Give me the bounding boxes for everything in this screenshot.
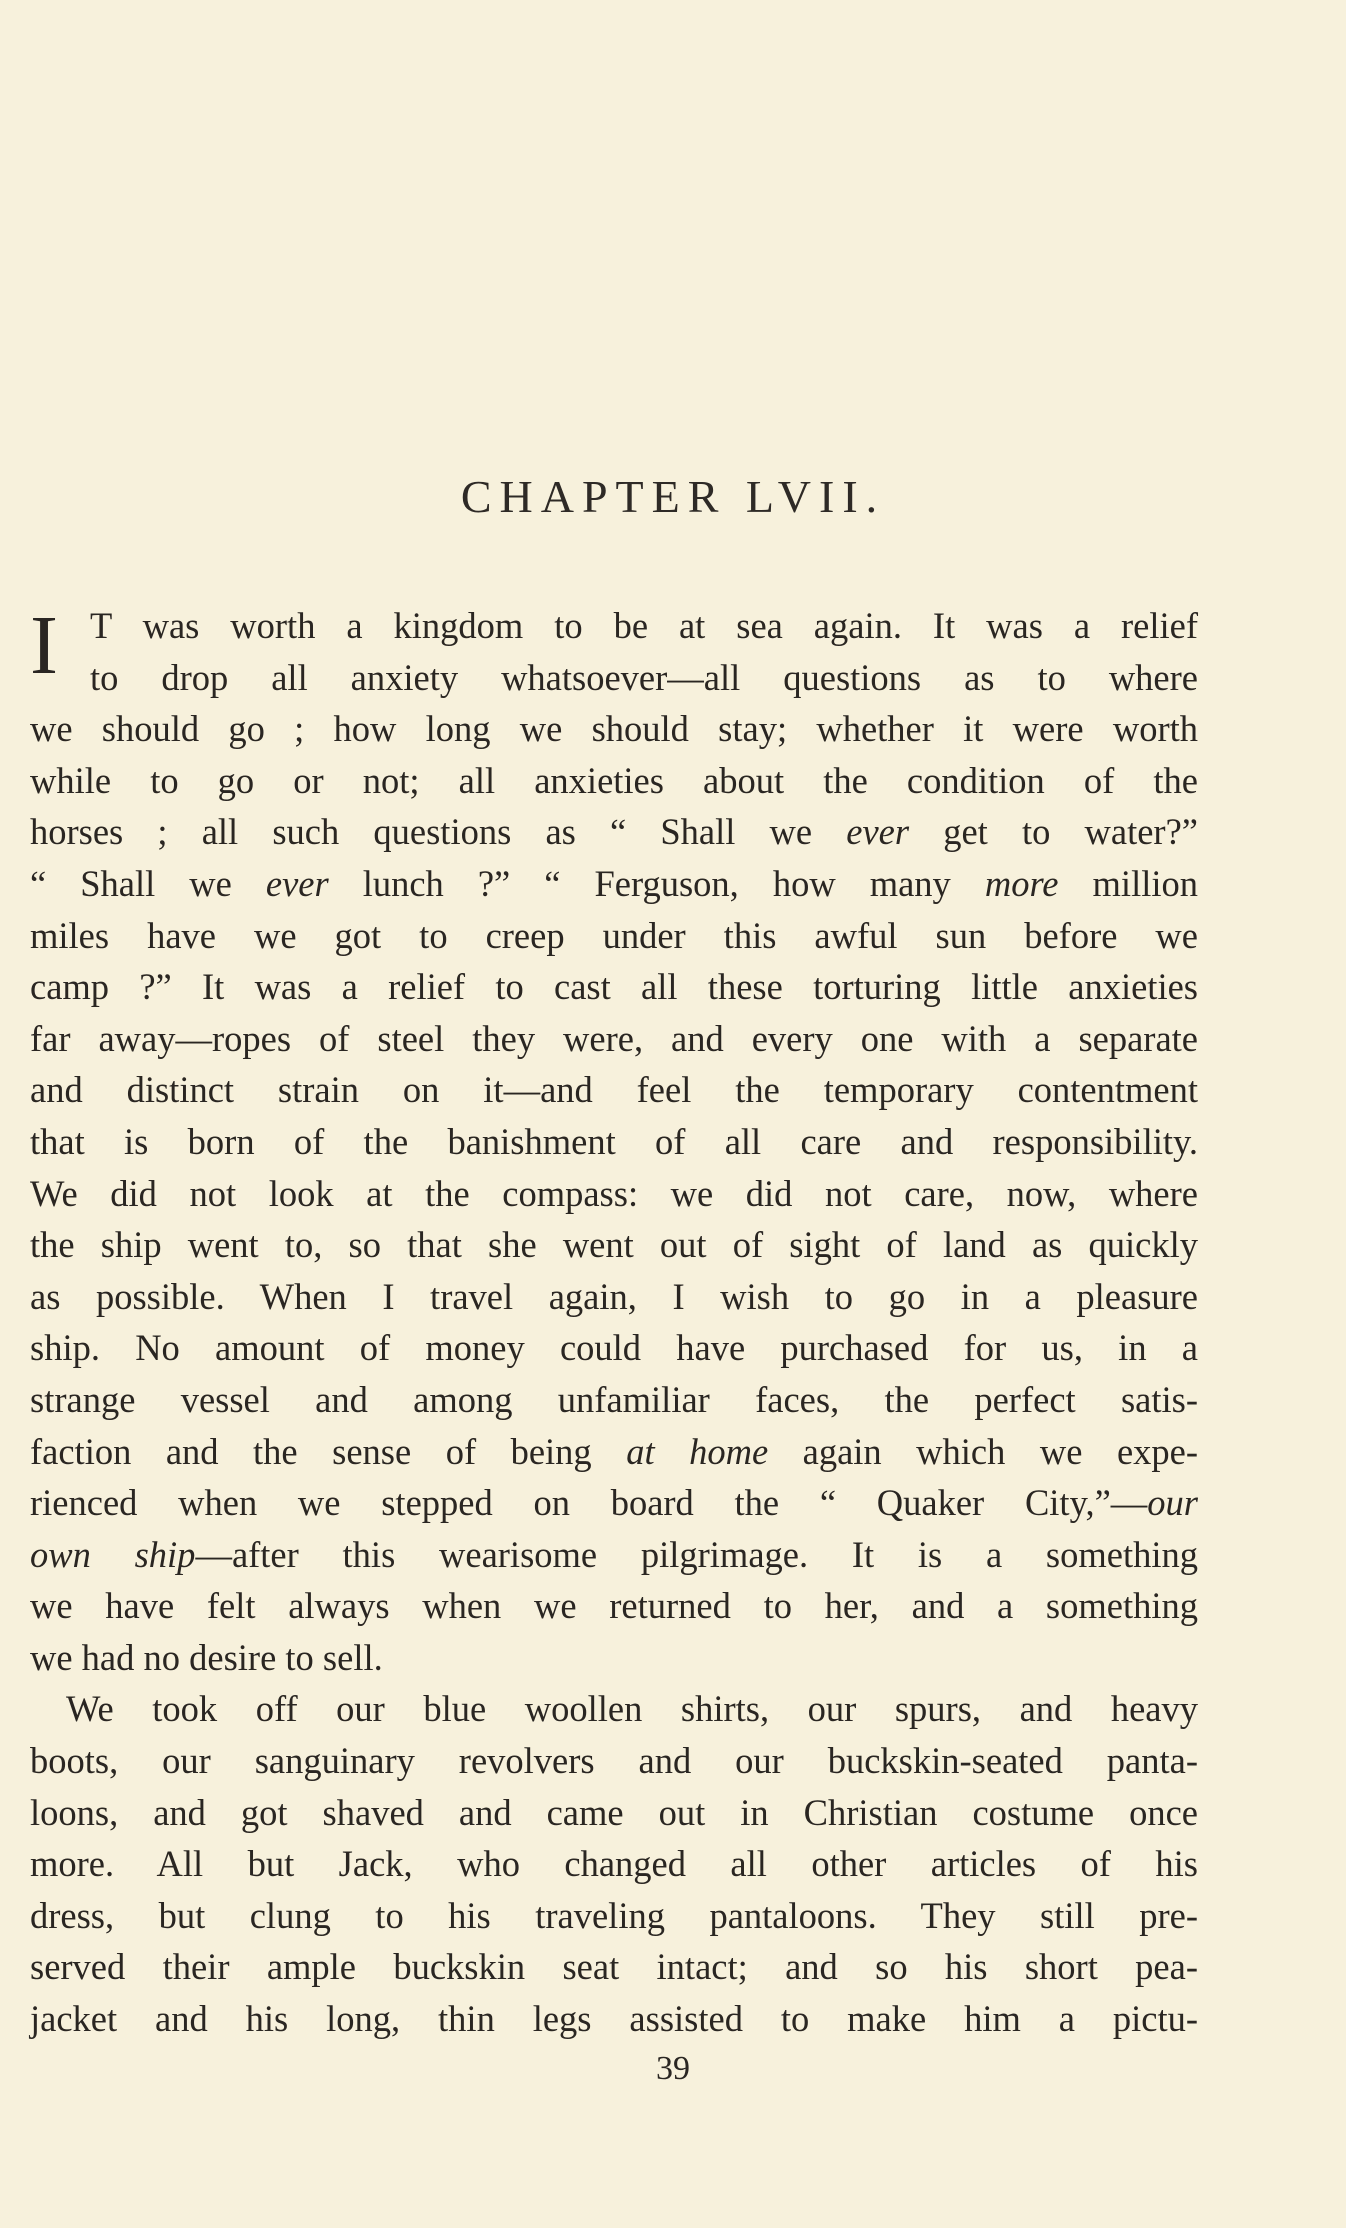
- text-line: ship. No amount of money could have purchased for us, in a: [30, 1327, 1198, 1369]
- text-line: and distinct strain on it—and feel the temporary contentment: [30, 1069, 1198, 1111]
- text-line: We did not look at the compass: we did not care, now, where: [30, 1172, 1198, 1214]
- text-line: strange vessel and among unfamiliar faces, the perfect satis-: [30, 1378, 1198, 1420]
- text-line: camp ?” It was a relief to cast all these torturing little anxieties: [30, 966, 1198, 1008]
- text-line: that is born of the banishment of all care and responsibility.: [30, 1120, 1198, 1162]
- text-line: far away—ropes of steel they were, and every one with a separate: [30, 1017, 1198, 1059]
- text-line: miles have we got to creep under this awful sun before we: [30, 914, 1198, 956]
- text-line: “ Shall we ever lunch ?” “ Ferguson, how many more million: [30, 862, 1198, 904]
- page-number: 39: [656, 2050, 690, 2087]
- italic-word: ever: [265, 862, 329, 904]
- text-line: while to go or not; all anxieties about the condition of the: [30, 759, 1198, 801]
- italic-word: ever: [846, 811, 910, 853]
- text-line: to drop all anxiety whatsoever—all questions as to where: [90, 656, 1198, 698]
- drop-cap: I: [30, 599, 58, 692]
- text-line: faction and the sense of being at home again which we expe-: [30, 1430, 1198, 1472]
- text-line: as possible. When I travel again, I wish to go in a pleasure: [30, 1275, 1198, 1317]
- text-line: T was worth a kingdom to be at sea again. It was a relief: [90, 605, 1198, 646]
- text-line: the ship went to, so that she went out of sight of land as quickly: [30, 1224, 1198, 1266]
- chapter-title: CHAPTER LVII.: [460, 471, 886, 522]
- text-line: we have felt always when we returned to her, and a something: [30, 1585, 1198, 1627]
- italic-word: own ship: [30, 1533, 196, 1575]
- text-line: we should go ; how long we should stay; whether it were worth: [30, 708, 1198, 750]
- text-line: rienced when we stepped on board the “ Quaker City,”—our: [30, 1482, 1198, 1524]
- text-line: served their ample buckskin seat intact; and so his short pea-: [30, 1946, 1198, 1988]
- text-line: more. All but Jack, who changed all other articles of his: [30, 1843, 1198, 1885]
- italic-word: our: [1147, 1482, 1198, 1524]
- text-line: boots, our sanguinary revolvers and our buckskin-seated panta-: [30, 1740, 1198, 1782]
- text-line: horses ; all such questions as “ Shall we ever get to water?”: [30, 811, 1198, 853]
- italic-word: more: [984, 862, 1059, 904]
- text-line: We took off our blue woollen shirts, our spurs, and heavy: [66, 1688, 1198, 1730]
- text-line: loons, and got shaved and came out in Christian costume once: [30, 1791, 1198, 1833]
- italic-word: at home: [626, 1430, 769, 1472]
- chapter-body: [30, 600, 1198, 2045]
- text-line: jacket and his long, thin legs assisted to make him a pictu-: [30, 1998, 1198, 2040]
- text-line: dress, but clung to his traveling pantaloons. They still pre-: [30, 1894, 1198, 1936]
- text-line: own ship—after this wearisome pilgrimage. It is a something: [30, 1533, 1198, 1575]
- text-line: we had no desire to sell.: [30, 1636, 383, 1678]
